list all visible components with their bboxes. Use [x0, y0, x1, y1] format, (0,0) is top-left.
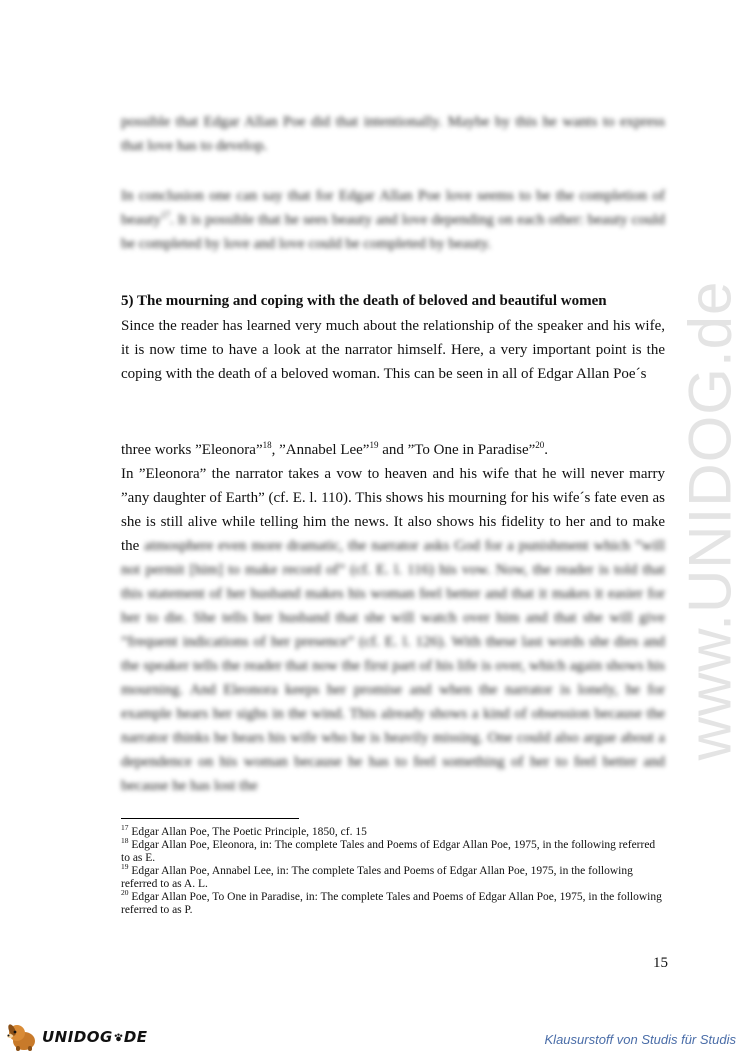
footnote-17 — [121, 823, 665, 839]
page-number: 15 — [653, 955, 668, 971]
footnote-text: Edgar Allan Poe, To One in Paradise, in: The complete Tales and Poems of Edgar Allan Poe, 1975, in the following referred to as P. — [121, 891, 662, 916]
work-eleonora: three works ”Eleonora” — [121, 442, 263, 458]
footnote-19 — [121, 862, 665, 891]
footnote-ref-17: 17 — [160, 210, 170, 220]
three-works-period: . — [544, 442, 549, 458]
paragraph-three-works — [121, 438, 665, 462]
footnote-number: 20 — [121, 888, 129, 898]
unidog-logo[interactable] — [4, 1022, 148, 1052]
footnote-ref-18: 18 — [262, 440, 272, 450]
paragraph-intro-end: possible that Edgar Allan Poe did that intentionally. Maybe by this he wants to express that love has to develop. — [121, 114, 665, 154]
conclusion-text-b: . It is possible that he sees beauty and love depending on each other: beauty could be completed by love and love could be completed by beauty. — [121, 212, 665, 252]
paragraph-eleonora — [121, 462, 665, 798]
footnote-text: Edgar Allan Poe, Annabel Lee, in: The complete Tales and Poems of Edgar Allan Poe, 1975, in the following referred to as A. L. — [121, 865, 633, 890]
section-heading: 5) The mourning and coping with the death of beloved and beautiful women — [121, 293, 607, 309]
conclusion-text-a: In conclusion one can say that for Edgar Allan Poe love seems to be the completion of beauty — [121, 188, 665, 228]
logo-text — [42, 1028, 148, 1046]
footnote-20 — [121, 888, 665, 917]
eleonora-blurred-text: atmosphere even more dramatic, the narrator asks God for a punishment which ”will not permit [him] to make record of” (cf. E. l. 116) his vow. Now, the reader is told that this statement of her husband makes his woman feel better and that it makes it easier for her to die. She tells her husband that she will watch over him and that she will give ”frequent indications of her presence” (cf. E. l. 126). With these last words she dies and the speaker tells the reader that now the first part of his life is over, which again shows his mourning. And Eleonora keeps her promise and when the narrator is lonely, he for example hears her sighs in the wind. This already shows a kind of obsession because the narrator thinks he hears his wife who he is heavily missing. One could also argue about a dependence on his woman because he has to feel something of her to feel better and because he has lost the — [121, 538, 665, 794]
eleonora-clear-text: In ”Eleonora” the narrator takes a vow to heaven and his wife that he will never marry ”any daughter of Earth” (cf. E. l. 110). This shows his mourning for his wife´s fate even as she is still alive while telling him the news. It also shows his fidelity to her and to make the — [121, 466, 665, 554]
logo-text-unidog: UNIDOG — [42, 1028, 113, 1046]
footnote-ref-19: 19 — [369, 440, 379, 450]
footnotes — [121, 823, 665, 917]
watermark-text: www.UNIDOG.de — [676, 280, 744, 760]
footnote-number: 19 — [121, 862, 129, 872]
footnote-18 — [121, 836, 665, 865]
work-annabel-lee: , ”Annabel Lee” — [271, 442, 370, 458]
paw-icon — [114, 1033, 123, 1042]
footnote-number: 17 — [121, 823, 129, 833]
footnote-text: Edgar Allan Poe, The Poetic Principle, 1850, cf. 15 — [128, 826, 367, 838]
logo-text-de: DE — [123, 1028, 148, 1046]
watermark — [650, 270, 750, 770]
footnote-text: Edgar Allan Poe, Eleonora, in: The complete Tales and Poems of Edgar Allan Poe, 1975, in the following referred to as E. — [121, 839, 656, 864]
footnote-ref-20: 20 — [535, 440, 545, 450]
dog-mascot-icon — [4, 1022, 40, 1052]
tagline: Klausurstoff von Studis für Studis — [544, 1032, 736, 1047]
paragraph-reader: Since the reader has learned very much about the relationship of the speaker and his wife, it is now time to have a look at the narrator himself. Here, a very important point is the coping with the death of a beloved woman. This can be seen in all of Edgar Allan Poe´s — [121, 318, 665, 382]
work-to-one-in-paradise: and ”To One in Paradise” — [378, 442, 536, 458]
footnote-divider — [121, 818, 299, 819]
paragraph-conclusion — [121, 184, 665, 256]
footnote-number: 18 — [121, 836, 129, 846]
